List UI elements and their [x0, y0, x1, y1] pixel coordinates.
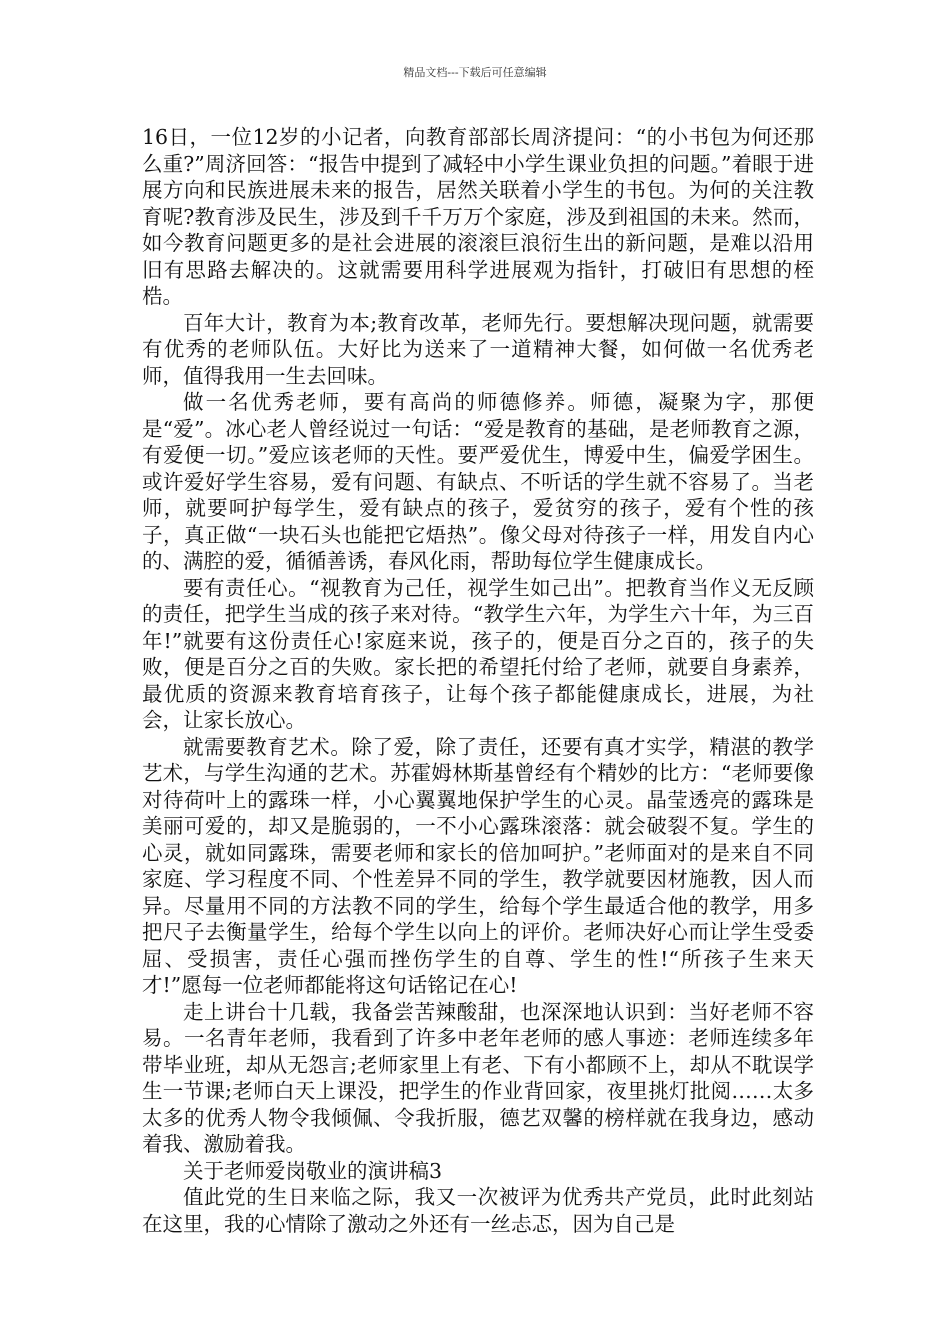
paragraph-1: 16日，一位12岁的小记者，向教育部部长周济提问：“的小书包为何还那么重?”周济回答：“报告中提到了减轻中小学生课业负担的问题。”着眼于进展方向和民族进展未来的报告，居然关联着小学生的书包。为何的关注教育呢?教育涉及民生，涉及到千千万万个家庭，涉及到祖国的未来。然而，如今教育问题更多的是社会进展的滚滚巨浪衍生出的新问题，是难以沿用旧有思路去解决的。这就需要用科学进展观为指针，打破旧有思想的桎梏。 — [142, 125, 814, 308]
paragraph-4: 要有责任心。“视教育为己任，视学生如己出”。把教育当作义无反顾的责任，把学生当成的孩子来对待。“教学生六年，为学生六十年，为三百年!”就要有这份责任心!家庭来说，孩子的，便是百分之百的，孩子的失败，便是百分之百的失败。家长把的希望托付给了老师，就要自身素养，最优质的资源来教育培育孩子，让每个孩子都能健康成长，进展，为社会，让家长放心。 — [142, 575, 814, 732]
paragraph-5: 就需要教育艺术。除了爱，除了责任，还要有真才实学，精湛的教学艺术，与学生沟通的艺术。苏霍姆林斯基曾经有个精妙的比方：“老师要像对待荷叶上的露珠一样，小心翼翼地保护学生的心灵。晶莹透亮的露珠是美丽可爱的，却又是脆弱的，一不小心露珠滚落：就会破裂不复。学生的心灵，就如同露珠，需要老师和家长的倍加呵护。”老师面对的是来自不同家庭、学习程度不同、个性差异不同的学生，教学就要因材施教，因人而异。尽量用不同的方法教不同的学生，给每个学生最适合他的教学，用多把尺子去衡量学生，给每个学生以向上的评价。老师决好心而让学生受委屈、受损害，责任心强而挫伤学生的自尊、学生的性!“所孩子生来天才!”愿每一位老师都能将这句话铭记在心! — [142, 734, 814, 997]
paragraph-2: 百年大计，教育为本;教育改革，老师先行。要想解决现问题，就需要有优秀的老师队伍。大好比为送来了一道精神大餐，如何做一名优秀老师，值得我用一生去回味。 — [142, 310, 814, 388]
section-heading: 关于老师爱岗敬业的演讲稿3 — [183, 1158, 443, 1183]
paragraph-7: 值此党的生日来临之际，我又一次被评为优秀共产党员，此时此刻站在这里，我的心情除了激动之外还有一丝忐忑，因为自己是 — [142, 1185, 814, 1236]
page-header: 精品文档---下载后可任意编辑 — [403, 66, 547, 79]
paragraph-3: 做一名优秀老师，要有高尚的师德修养。师德，凝聚为字，那便是“爱”。冰心老人曾经说过一句话：“爱是教育的基础，是老师教育之源，有爱便一切。”爱应该老师的天性。要严爱优生，博爱中生，偏爱学困生。或许爱好学生容易，爱有问题、有缺点、不听话的学生就不容易了。当老师，就要呵护每学生，爱有缺点的孩子，爱贫穷的孩子，爱有个性的孩子，真正做“一块石头也能把它焐热”。像父母对待孩子一样，用发自内心的、满腔的爱，循循善诱，春风化雨，帮助每位学生健康成长。 — [142, 390, 814, 573]
document-body — [142, 124, 814, 1237]
paragraph-6: 走上讲台十几载，我备尝苦辣酸甜，也深深地认识到：当好老师不容易。一名青年老师，我看到了许多中老年老师的感人事迹：老师连续多年带毕业班，却从无怨言;老师家里上有老、下有小都顾不上，却从不耽误学生一节课;老师白天上课没，把学生的作业背回家，夜里挑灯批阅……太多太多的优秀人物令我倾佩、令我折服，德艺双馨的榜样就在我身边，感动着我、激励着我。 — [142, 999, 814, 1156]
